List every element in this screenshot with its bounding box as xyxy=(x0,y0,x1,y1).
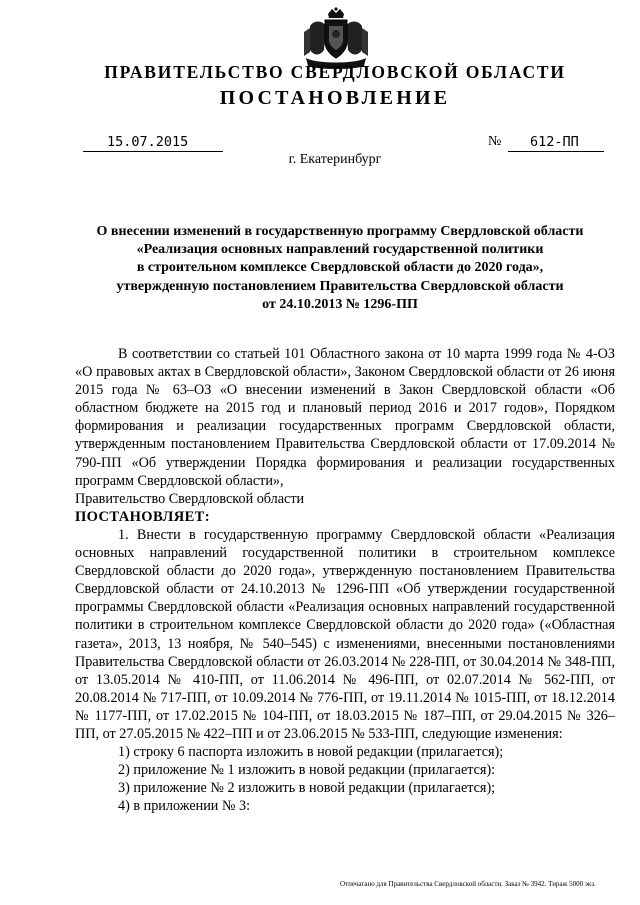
print-note: Отпечатано для Правительства Свердловской области. Заказ № 3942. Тираж 5000 экз. xyxy=(340,880,596,888)
list-item: 4) в приложении № 3: xyxy=(118,798,251,815)
preamble-paragraph: В соответствии со статьей 101 Областного закона от 10 марта 1999 года № 4-ОЗ «О правовых актах в Свердловской области», Законом Свердловской области от 26 июня 2015 года № 63–ОЗ «О внесении изменений в Закон Свердловской области «Об областном бюджете на 2015 год и плановый период 2016 и 2017 годов», Порядком формирования и реализации государственных программ Свердловской области, утвержденным постановлением Правительства Свердловской области от 17.09.2014 № 790-ПП «Об утверждении Порядка формирования и реализации государственных программ Свердловской области», xyxy=(75,346,615,489)
coat-of-arms-icon xyxy=(296,6,376,70)
list-item: 1) строку 6 паспорта изложить в новой редакции (прилагается); xyxy=(118,744,504,761)
document-type: ПОСТАНОВЛЕНИЕ xyxy=(219,87,451,109)
document-date: 15.07.2015 xyxy=(83,133,223,152)
list-item: 3) приложение № 2 изложить в новой редакции (прилагается); xyxy=(118,780,496,797)
document-heading xyxy=(60,223,620,314)
heading-line: утвержденную постановлением Правительства Свердловской области xyxy=(116,278,564,294)
point-1-paragraph: 1. Внести в государственную программу Свердловской области «Реализация основных направлений государственной политики в строительном комплексе Свердловской области до 2020 года», утвержденную постановлением Правительства Свердловской области от 24.10.2013 № 1296-ПП «Об утверждении государственной программы Свердловской области «Реализация основных направлений государственной политики в строительном комплексе Свердловской области до 2020 года» («Областная газета», 2013, 13 ноября, № 540–545) с изменениями, внесенными постановлениями Правительства Свердловской области от 26.03.2014 № 228-ПП, от 30.04.2014 № 348-ПП, от 13.05.2014 № 410-ПП, от 11.06.2014 № 496-ПП, от 02.07.2014 № 562-ПП, от 20.08.2014 № 717-ПП, от 10.09.2014 № 776-ПП, от 19.11.2014 № 1015-ПП, от 18.12.2014 № 1177-ПП, от 17.02.2015 № 104-ПП, от 18.03.2015 № 187–ПП, от 29.04.2015 № 326–ПП, от 27.05.2015 № 422–ПП и от 23.06.2015 № 533-ПП, следующие изменения: xyxy=(75,526,615,742)
heading-line: «Реализация основных направлений государственной политики xyxy=(136,242,544,258)
government-title: ПРАВИТЕЛЬСТВО СВЕРДЛОВСКОЙ ОБЛАСТИ xyxy=(104,62,566,82)
list-item: 2) приложение № 1 изложить в новой редакции (прилагается): xyxy=(118,762,496,779)
document-city: г. Екатеринбург xyxy=(288,152,382,167)
document-body xyxy=(75,345,615,815)
document-number: 612-ПП xyxy=(508,133,604,152)
number-sign: № xyxy=(488,134,502,149)
heading-line: от 24.10.2013 № 1296-ПП xyxy=(262,296,418,312)
heading-line: в строительном комплексе Свердловской области до 2020 года», xyxy=(136,260,544,276)
resolves-heading: ПОСТАНОВЛЯЕТ: xyxy=(75,508,210,525)
heading-line: О внесении изменений в государственную программу Свердловской области xyxy=(96,224,584,239)
preamble-end: Правительство Свердловской области xyxy=(75,490,305,507)
